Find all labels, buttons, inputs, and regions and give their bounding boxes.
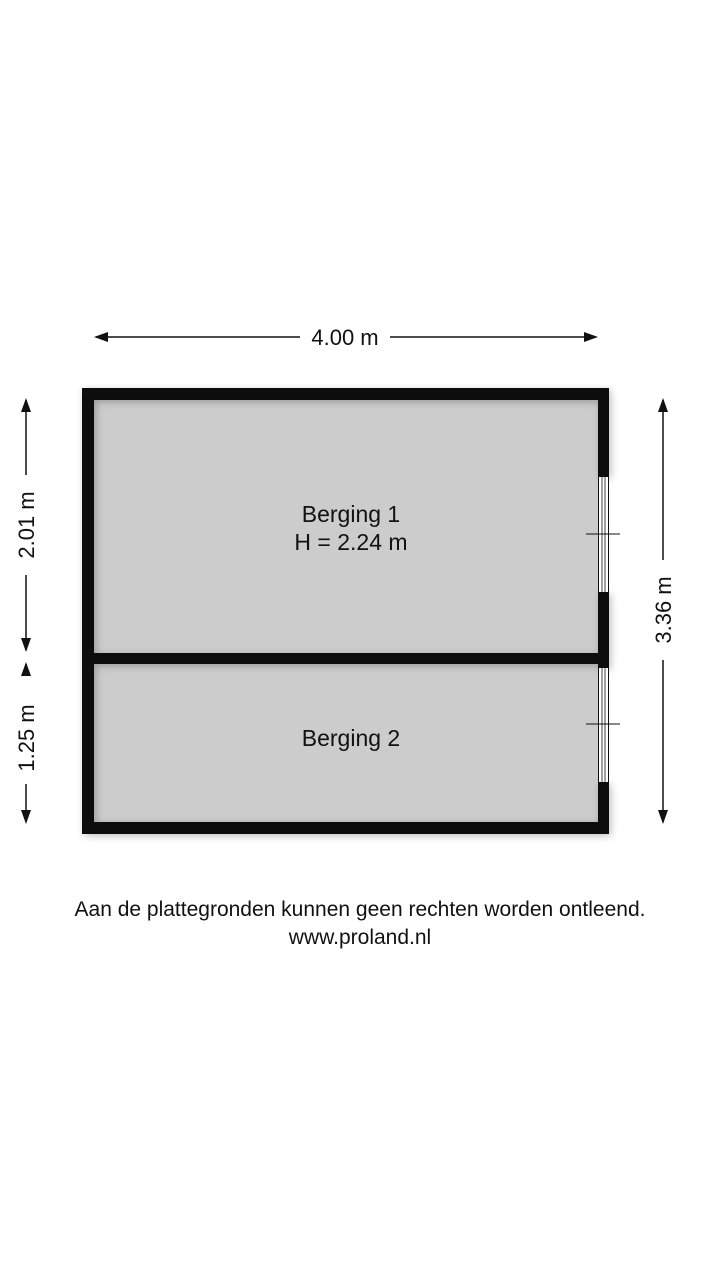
arrowhead-icon (21, 662, 31, 676)
arrowhead-icon (94, 332, 108, 342)
wall-divider (82, 653, 609, 664)
wall-bottom (82, 822, 609, 834)
room-label-berging-1: Berging 1 (301, 501, 401, 527)
dimension-top-width (94, 325, 598, 350)
arrowhead-icon (658, 398, 668, 412)
arrowhead-icon (21, 398, 31, 412)
arrowhead-icon (21, 638, 31, 652)
dimension-label-left-upper: 2.01 m (14, 491, 39, 559)
arrowhead-icon (584, 332, 598, 342)
disclaimer-text: Aan de plattegronden kunnen geen rechten worden ontleend. (74, 898, 646, 921)
wall-right-upper (598, 388, 609, 477)
wall-right-middle (598, 592, 609, 668)
footer (0, 896, 720, 952)
website-text: www.proland.nl (288, 926, 432, 949)
room-label-berging-2: Berging 2 (301, 725, 401, 751)
dimension-label-left-lower: 1.25 m (14, 704, 39, 772)
wall-top (82, 388, 609, 400)
wall-right-lower (598, 782, 609, 834)
dimension-left-upper (14, 398, 39, 652)
dimension-label-right: 3.36 m (651, 576, 676, 644)
dimension-right-total (651, 398, 676, 824)
wall-left (82, 388, 94, 834)
dimension-label-top: 4.00 m (311, 325, 379, 350)
room-height-berging-1: H = 2.24 m (294, 529, 408, 555)
arrowhead-icon (21, 810, 31, 824)
dimension-left-lower (14, 662, 39, 824)
arrowhead-icon (658, 810, 668, 824)
